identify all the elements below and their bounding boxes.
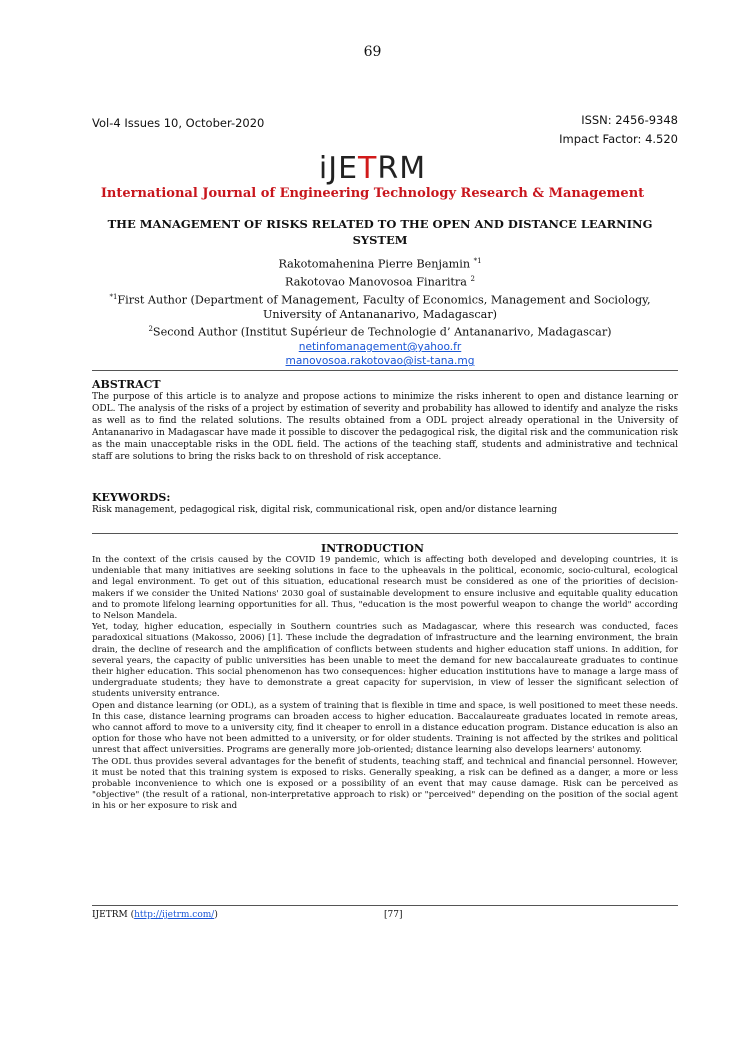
affiliation-2-sup: 2 xyxy=(148,325,153,334)
keywords-text: Risk management, pedagogical risk, digital risk, communicational risk, open and/or distance learning xyxy=(92,505,558,515)
author-2-name: Rakotovao Manovosoa Finaritra xyxy=(285,275,467,289)
affiliation-2 xyxy=(80,322,680,340)
author-2-sup: 2 xyxy=(470,274,475,283)
divider-middle xyxy=(92,533,678,534)
divider-top xyxy=(92,370,678,371)
affiliation-1-sup: *1 xyxy=(109,292,118,301)
intro-paragraph: Open and distance learning (or ODL), as a system of training that is flexible in time and space, is well positioned to meet these needs. In this case, distance learning programs can broaden access to higher education. Baccalaureate graduates located in remote areas, who cannot afford to move to a university city, find it cheaper to enroll in a distance education program. Distance education is also an option for those who have not been admitted to a university, or for older students. Training is not affected by the strikes and political unrest that affect universities. Programs are generally more job-oriented; distance learning also develops learners' autonomy. xyxy=(92,700,678,756)
logo-part-1: iJE xyxy=(318,151,359,186)
email-link-1[interactable]: netinfomanagement@yahoo.fr xyxy=(298,340,462,353)
footer-link[interactable]: http://ijetrm.com/ xyxy=(134,910,215,920)
divider-footer xyxy=(92,905,678,906)
author-block xyxy=(80,254,680,368)
intro-paragraph: The ODL thus provides several advantages for the benefit of students, teaching staff, and technical and financial personnel. However, it must be noted that this training system is exposed to risks. Generally speaking, a risk can be defined as a danger, a more or less probable inconvenience to which one is exposed or a possibility of an event that may cause damage. Risk can be perceived as "objective" (the result of a rational, non-interpretative approach to risk) or "perceived" depending on the position of the social agent in his or her exposure to risk and xyxy=(92,756,678,812)
page-number: 69 xyxy=(363,44,382,60)
abstract-text: The purpose of this article is to analyze and propose actions to minimize the risks inherent to open and distance learning or ODL. The analysis of the risks of a project by estimation of severity and probability has allowed to identify and analyze the risks as well as to find the related solutions. The results obtained from a ODL project already operational in the University of Antananarivo in Madagascar have made it possible to discover the pedagogical risk, the digital risk and the communication risk as the main unacceptable risks in the ODL field. The actions of the teaching staff, students and administrative and technical staff are solutions to bring the risks back to on threshold of risk acceptance. xyxy=(92,392,678,462)
footer-suffix: ) xyxy=(214,910,218,920)
introduction-body xyxy=(92,555,678,813)
email-link-2[interactable]: manovosoa.rakotovao@ist-tana.mg xyxy=(285,355,475,368)
journal-logo xyxy=(0,151,745,186)
introduction-heading: INTRODUCTION xyxy=(321,542,424,555)
footer-page-number: [77] xyxy=(384,910,403,920)
logo-part-2: T xyxy=(358,151,378,186)
impact-factor: Impact Factor: 4.520 xyxy=(559,132,678,146)
keywords-heading: KEYWORDS: xyxy=(92,491,171,504)
intro-paragraph: In the context of the crisis caused by the COVID 19 pandemic, which is affecting both developed and developing countries, it is undeniable that many initiatives are seeking solutions in face to the upheavals in the political, economic, socio-cultural, ecological and legal environment. To get out of this situation, educational research must be considered as one of the priorities of decision-makers if we consider the United Nations' 2030 goal of sustainable development to ensure inclusive and equitable quality education and to promote lifelong learning opportunities for all. Thus, "education is the most powerful weapon to change the world" according to Nelson Mandela. xyxy=(92,555,678,622)
footer-prefix: IJETRM ( xyxy=(92,910,135,920)
logo-part-3: RM xyxy=(377,151,427,186)
journal-name: International Journal of Engineering Technology Research & Management xyxy=(100,186,645,201)
affiliation-1-text: First Author (Department of Management, Faculty of Economics, Management and Sociology, University of Antananarivo, Madagascar) xyxy=(117,293,651,321)
author-1-sup: *1 xyxy=(473,257,482,265)
author-1 xyxy=(80,254,680,272)
affiliation-1 xyxy=(80,290,680,322)
abstract-heading: ABSTRACT xyxy=(92,378,161,391)
intro-paragraph: Yet, today, higher education, especially in Southern countries such as Madagascar, where this research was conducted, faces paradoxical situations (Makosso, 2006) [1]. These include the degradation of infrastructure and the learning environment, the brain drain, the decline of research and the amplification of conflicts between students and higher education staff unions. In addition, for several years, the capacity of public universities has been unable to meet the demand for new baccalaureate graduates to continue their higher education. This social phenomenon has two consequences: higher education institutions have to manage a large mass of undergraduate students; they have to demonstrate a great capacity for supervision, in view of lesser the significant selection of students university entrance. xyxy=(92,622,678,700)
header-right xyxy=(518,111,678,149)
affiliation-2-text: Second Author (Institut Supérieur de Technologie d’ Antananarivo, Madagascar) xyxy=(152,325,612,339)
author-2 xyxy=(80,272,680,290)
issn: ISSN: 2456-9348 xyxy=(581,113,678,127)
volume-issue: Vol-4 Issues 10, October-2020 xyxy=(92,116,265,130)
footer xyxy=(92,910,678,920)
paper-title: THE MANAGEMENT OF RISKS RELATED TO THE OPEN AND DISTANCE LEARNING SYSTEM xyxy=(107,217,653,247)
author-1-name: Rakotomahenina Pierre Benjamin xyxy=(278,257,471,271)
